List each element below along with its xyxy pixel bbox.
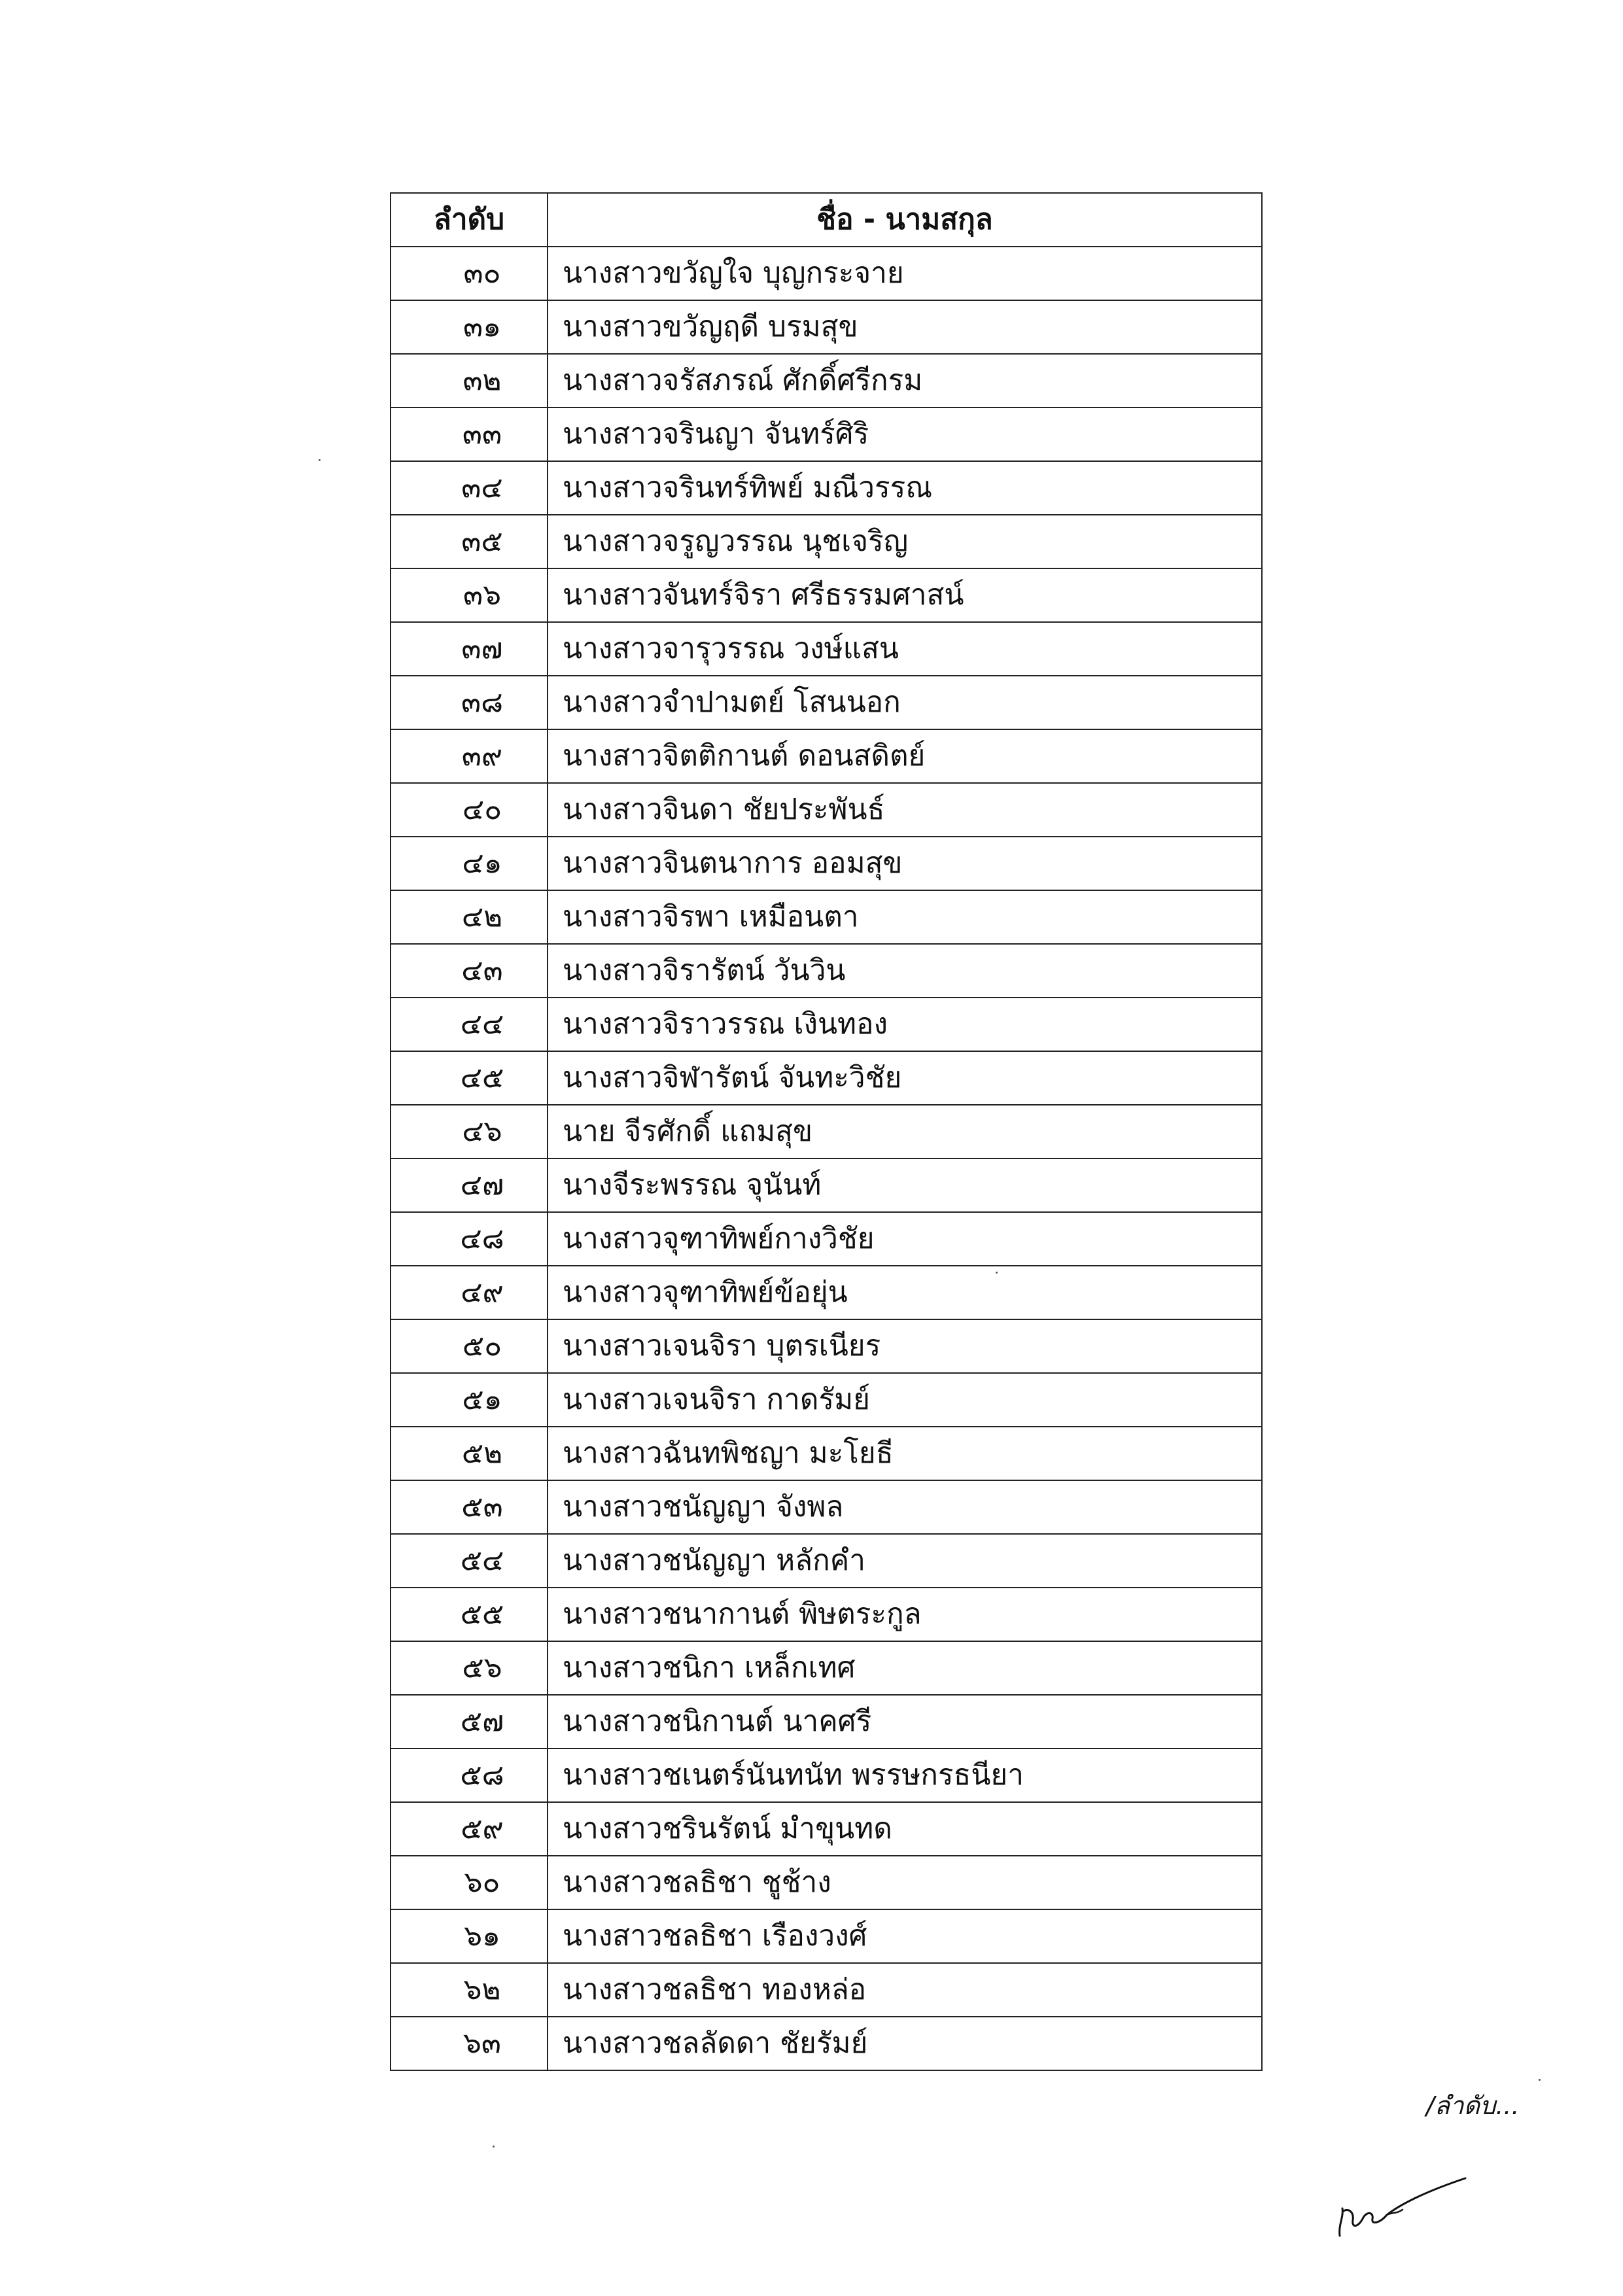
row-full-name: นางสาวจุฑาทิพย์กางวิชัย — [548, 1212, 1262, 1266]
row-order-number: ๕๘ — [391, 1748, 548, 1802]
row-order-number: ๕๖ — [391, 1641, 548, 1695]
table-row — [391, 1856, 1262, 1909]
row-order-number: ๕๒ — [391, 1427, 548, 1480]
table-row — [391, 408, 1262, 461]
table-row — [391, 1588, 1262, 1641]
row-order-number: ๔๙ — [391, 1266, 548, 1319]
row-full-name: นางสาวชนิกานต์ นาคศรี — [548, 1695, 1262, 1748]
row-order-number: ๕๑ — [391, 1373, 548, 1427]
row-order-number: ๓๘ — [391, 676, 548, 729]
table-row — [391, 1319, 1262, 1373]
row-full-name: นางสาวชลธิชา เรืองวงศ์ — [548, 1909, 1262, 1963]
table-row — [391, 783, 1262, 837]
table-row — [391, 1909, 1262, 1963]
row-full-name: นางสาวชรินรัตน์ มำขุนทด — [548, 1802, 1262, 1856]
column-header-name: ชื่อ - นามสกุล — [548, 193, 1262, 247]
row-full-name: นางสาวจรินทร์ทิพย์ มณีวรรณ — [548, 461, 1262, 515]
table-row — [391, 622, 1262, 676]
table-row — [391, 998, 1262, 1051]
table-row — [391, 461, 1262, 515]
row-full-name: นางสาวฉันทพิชญา มะโยธี — [548, 1427, 1262, 1480]
row-full-name: นางสาวเจนจิรา กาดรัมย์ — [548, 1373, 1262, 1427]
row-full-name: นางสาวเจนจิรา บุตรเนียร — [548, 1319, 1262, 1373]
table-row — [391, 1051, 1262, 1105]
row-full-name: นางสาวขวัญใจ บุญกระจาย — [548, 247, 1262, 300]
row-order-number: ๖๓ — [391, 2017, 548, 2070]
row-full-name: นางสาวจรินญา จันทร์ศิริ — [548, 408, 1262, 461]
table-row — [391, 944, 1262, 998]
row-full-name: นาย จีรศักดิ์ แถมสุข — [548, 1105, 1262, 1158]
row-order-number: ๓๐ — [391, 247, 548, 300]
row-full-name: นางสาวชนัญญา จังพล — [548, 1480, 1262, 1534]
roster-table — [390, 192, 1263, 2071]
table-row — [391, 1266, 1262, 1319]
row-full-name: นางสาวชนัญญา หลักคำ — [548, 1534, 1262, 1588]
row-full-name: นางสาวจิรารัตน์ วันวิน — [548, 944, 1262, 998]
table-row — [391, 1158, 1262, 1212]
row-full-name: นางสาวจินตนาการ ออมสุข — [548, 837, 1262, 890]
table-row — [391, 676, 1262, 729]
row-order-number: ๔๘ — [391, 1212, 548, 1266]
column-header-order: ลำดับ — [391, 193, 548, 247]
row-order-number: ๓๒ — [391, 354, 548, 408]
table-row — [391, 568, 1262, 622]
row-full-name: นางสาวจรูญวรรณ นุชเจริญ — [548, 515, 1262, 568]
row-order-number: ๔๔ — [391, 998, 548, 1051]
row-order-number: ๔๑ — [391, 837, 548, 890]
row-order-number: ๔๒ — [391, 890, 548, 944]
row-order-number: ๓๖ — [391, 568, 548, 622]
signature-mark — [1335, 2172, 1478, 2246]
row-order-number: ๔๕ — [391, 1051, 548, 1105]
row-order-number: ๕๓ — [391, 1480, 548, 1534]
table-row — [391, 2017, 1262, 2070]
table-row — [391, 729, 1262, 783]
row-order-number: ๖๐ — [391, 1856, 548, 1909]
table-row — [391, 1641, 1262, 1695]
row-full-name: นางสาวจิตติกานต์ ดอนสดิตย์ — [548, 729, 1262, 783]
row-order-number: ๕๕ — [391, 1588, 548, 1641]
scan-speck — [493, 2146, 495, 2148]
scan-speck — [319, 459, 321, 461]
table-row — [391, 1105, 1262, 1158]
row-full-name: นางสาวจรัสภรณ์ ศักดิ์ศรีกรม — [548, 354, 1262, 408]
table-row — [391, 1802, 1262, 1856]
row-order-number: ๓๕ — [391, 515, 548, 568]
scan-speck — [996, 1272, 998, 1274]
row-order-number: ๓๙ — [391, 729, 548, 783]
row-full-name: นางสาวจำปามตย์ โสนนอก — [548, 676, 1262, 729]
row-order-number: ๓๓ — [391, 408, 548, 461]
row-order-number: ๖๒ — [391, 1963, 548, 2017]
table-row — [391, 247, 1262, 300]
table-row — [391, 1373, 1262, 1427]
row-full-name: นางสาวจิรพา เหมือนตา — [548, 890, 1262, 944]
row-full-name: นางสาวจารุวรรณ วงษ์แสน — [548, 622, 1262, 676]
table-row — [391, 1963, 1262, 2017]
table-row — [391, 1748, 1262, 1802]
table-row — [391, 1695, 1262, 1748]
row-order-number: ๔๓ — [391, 944, 548, 998]
row-full-name: นางสาวจินดา ชัยประพันธ์ — [548, 783, 1262, 837]
row-full-name: นางสาวชนิกา เหล็กเทศ — [548, 1641, 1262, 1695]
row-order-number: ๓๗ — [391, 622, 548, 676]
row-full-name: นางสาวจิราวรรณ เงินทอง — [548, 998, 1262, 1051]
row-order-number: ๔๐ — [391, 783, 548, 837]
row-full-name: นางสาวจันทร์จิรา ศรีธรรมศาสน์ — [548, 568, 1262, 622]
row-order-number: ๕๗ — [391, 1695, 548, 1748]
table-row — [391, 890, 1262, 944]
table-row — [391, 515, 1262, 568]
header-row — [391, 193, 1262, 247]
row-order-number: ๓๔ — [391, 461, 548, 515]
row-order-number: ๕๐ — [391, 1319, 548, 1373]
table-row — [391, 1212, 1262, 1266]
row-order-number: ๕๔ — [391, 1534, 548, 1588]
table-row — [391, 354, 1262, 408]
row-full-name: นางสาวชลลัดดา ชัยรัมย์ — [548, 2017, 1262, 2070]
scan-speck — [1539, 2079, 1541, 2081]
row-full-name: นางจีระพรรณ จุนันท์ — [548, 1158, 1262, 1212]
row-order-number: ๕๙ — [391, 1802, 548, 1856]
table-row — [391, 1427, 1262, 1480]
table-row — [391, 1534, 1262, 1588]
table-row — [391, 1480, 1262, 1534]
row-full-name: นางสาวจิฬารัตน์ จันทะวิชัย — [548, 1051, 1262, 1105]
table-row — [391, 837, 1262, 890]
row-full-name: นางสาวชลธิชา ทองหล่อ — [548, 1963, 1262, 2017]
row-full-name: นางสาวจุฑาทิพย์ข้อยุ่น — [548, 1266, 1262, 1319]
row-order-number: ๔๖ — [391, 1105, 548, 1158]
row-order-number: ๔๗ — [391, 1158, 548, 1212]
row-full-name: นางสาวขวัญฤดี บรมสุข — [548, 300, 1262, 354]
row-full-name: นางสาวชนากานต์ พิษตระกูล — [548, 1588, 1262, 1641]
table-row — [391, 300, 1262, 354]
row-order-number: ๖๑ — [391, 1909, 548, 1963]
row-order-number: ๓๑ — [391, 300, 548, 354]
row-full-name: นางสาวชเนตร์นันทนัท พรรษกรธนียา — [548, 1748, 1262, 1802]
continuation-marker: /ลำดับ... — [1426, 2091, 1520, 2120]
row-full-name: นางสาวชลธิชา ชูช้าง — [548, 1856, 1262, 1909]
roster-body — [391, 247, 1262, 2070]
